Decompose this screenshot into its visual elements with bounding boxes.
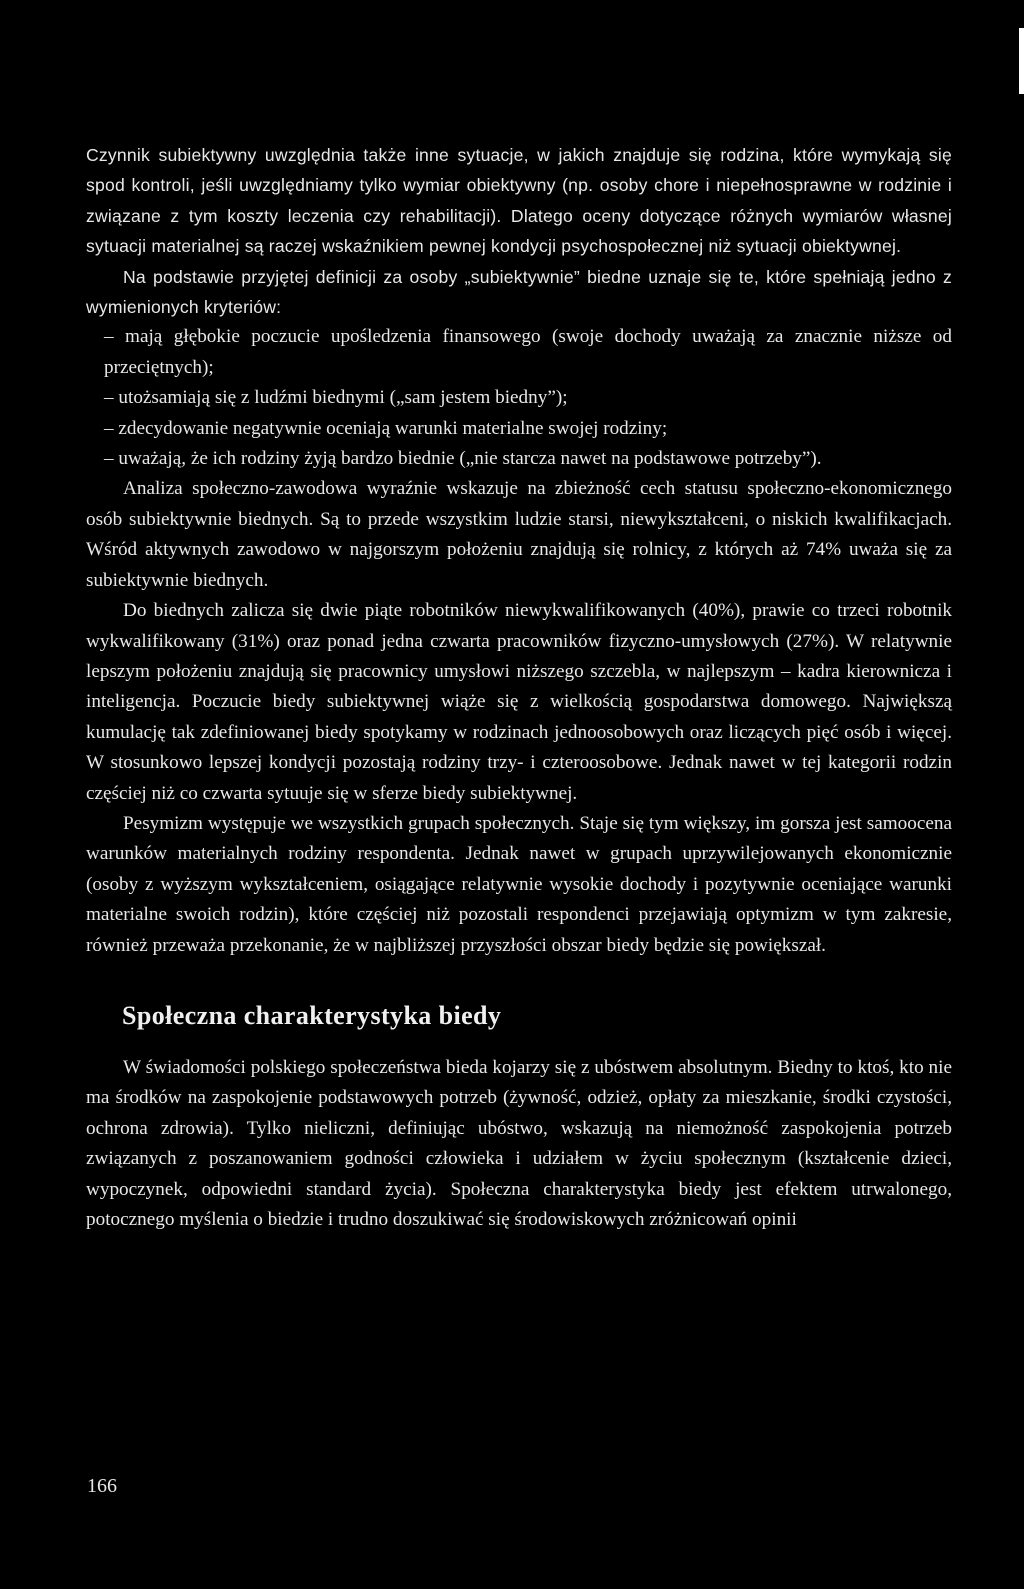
paragraph-social-characteristics: W świadomości polskiego społeczeństwa bieda kojarzy się z ubóstwem absolutnym. Biedny to ktoś, kto nie ma środków na zaspokojenie podstawowych potrzeb (żywność, odzież, opłaty za mieszkanie, środki czystości, ochrona zdrowia). Tylko nieliczni, definiując ubóstwo, wskazują na niemożność zaspokojenia potrzeb związanych z poszanowaniem godności człowieka i udziałem w życiu społecznym (kształcenie dzieci, wypoczynek, odpowiedni standard życia). Społeczna charakterystyka biedy jest efektem utrwalonego, potocznego myślenia o biedzie i trudno doszukiwać się środowiskowych zróżnicowań opinii — [86, 1056, 952, 1230]
section-heading: Społeczna charakterystyka biedy — [122, 1000, 502, 1030]
criteria-list-item: – mają głębokie poczucie upośledzenia finansowego (swoje dochody uważają za znacznie niższe od przeciętnych); — [104, 326, 952, 378]
criteria-list-item: – utożsamiają się z ludźmi biednymi („sam jestem biedny”); — [104, 387, 568, 409]
criteria-list — [86, 322, 952, 474]
paragraph-pessimism: Pesymizm występuje we wszystkich grupach społecznych. Staje się tym większy, im gorsza jest samoocena warunków materialnych rodziny respondenta. Jednak nawet w grupach uprzywilejowanych ekonomicznie (osoby z wyższym wykształceniem, osiągające relatywnie wysokie dochody i pozytywnie oceniające warunki materialne swoich rodzin), które częściej niż pozostali respondenci przejawiają optymizm w tym zakresie, również przeważa przekonanie, że w najbliższej przyszłości obszar biedy będzie się powiększał. — [86, 812, 952, 956]
page-body — [86, 140, 952, 1235]
paragraph-subjective-factor: Czynnik subiektywny uwzględnia także inne sytuacje, w jakich znajduje się rodzina, które wymykają się spod kontroli, jeśli uwzględniamy tylko wymiar obiektywny (np. osoby chore i niepełnosprawne w rodzinie i związane z tym koszty leczenia czy rehabilitacji). Dlatego oceny dotyczące różnych wymiarów własnej sytuacji materialnej są raczej wskaźnikiem pewnej kondycji psychospołecznej niż sytuacji obiektywnej. — [86, 145, 952, 257]
scan-edge-mark — [1019, 28, 1024, 94]
criteria-list-item: – uważają, że ich rodziny żyją bardzo biednie („nie starcza nawet na podstawowe potrzeby”). — [104, 448, 822, 470]
criteria-list-item: – zdecydowanie negatywnie oceniają warunki materialne swojej rodziny; — [104, 417, 668, 439]
paragraph-worker-groups: Do biednych zalicza się dwie piąte robotników niewykwalifikowanych (40%), prawie co trzeci robotnik wykwalifikowany (31%) oraz ponad jedna czwarta pracowników fizyczno-umysłowych (27%). W relatywnie lepszym położeniu znajdują się pracownicy umysłowi niższego szczebla, w najlepszym – kadra kierownicza i inteligencja. Poczucie biedy subiektywnej wiąże się z wielkością gospodarstwa domowego. Największą kumulację tak zdefiniowanej biedy spotykamy w rodzinach jednoosobowych oraz liczących pięć osób i więcej. W stosunkowo lepszej kondycji pozostają rodziny trzy- i czteroosobowe. Jednak nawet w tej kategorii rodzin częściej niż co czwarta sytuuje się w sferze biedy subiektywnej. — [86, 600, 952, 804]
paragraph-socio-professional-analysis: Analiza społeczno-zawodowa wyraźnie wskazuje na zbieżność cech statusu społeczno-ekonomicznego osób subiektywnie biednych. Są to przede wszystkim ludzie starsi, niewykształceni, o niskich kwalifikacjach. Wśród aktywnych zawodowo w najgorszym położeniu znajdują się rolnicy, z których aż 74% uważa się za subiektywnie biednych. — [86, 478, 952, 591]
paragraph-definition-intro: Na podstawie przyjętej definicji za osoby „subiektywnie” biedne uznaje się te, które spełniają jedno z wymienionych kryteriów: — [86, 266, 952, 318]
page-number: 166 — [87, 1475, 117, 1497]
